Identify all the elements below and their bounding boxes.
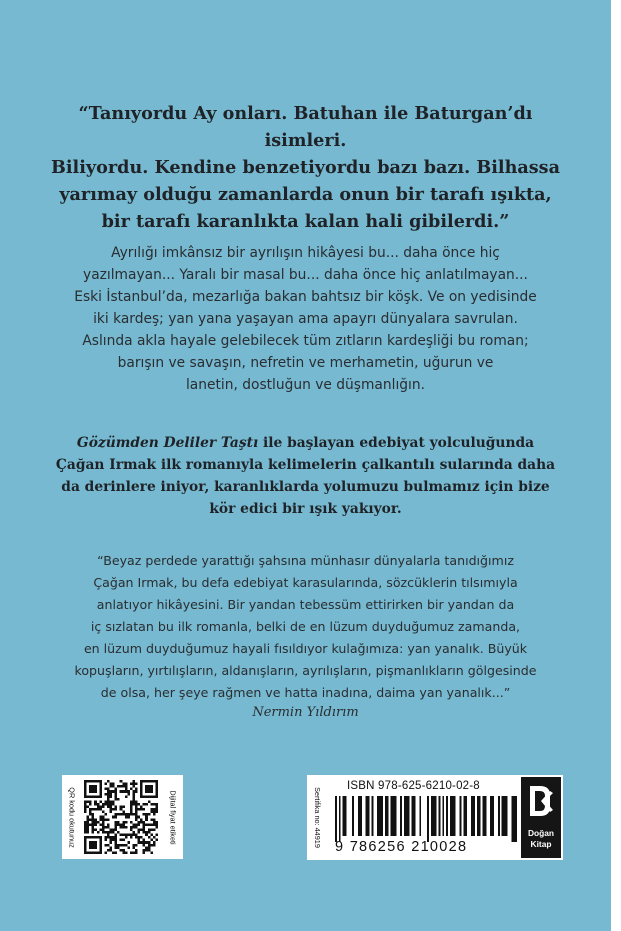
dk-logo-icon [521,777,561,825]
intro-line: kör edici bir ışık yakıyor. [209,501,402,517]
review-line: Çağan Irmak, bu defa edebiyat karasularında, sözcüklerin tılsımıyla [93,575,518,590]
quote-line: yarımay olduğu zamanlarda onun bir tarafı ışıkta, [59,184,552,205]
quote-line: bir tarafı karanlıkta kalan hali gibilerdi.” [101,211,510,232]
isbn-block [307,775,563,860]
blurb-line: Ayrılığı imkânsız bir ayrılışın hikâyesi bu... daha önce hiç [111,245,500,261]
blurb-line: Aslında akla hayale gelebilecek tüm zıtların kardeşliği bu roman; [82,333,529,349]
qr-code-icon[interactable] [84,780,158,854]
blurb-line: lanetin, dostluğun ve düşmanlığın. [185,377,426,393]
previous-book-title: Gözümden Deliler Taştı [76,435,259,451]
isbn-number: ISBN 978-625-6210-02-8 [347,780,480,792]
review-line: anlatıyor hikâyesini. Bir yandan tebessüm ettirirken bir yandan da [96,597,515,612]
barcode-icon [335,796,517,842]
review-line: de olsa, her şeye rağmen ve hatta inadına, daima yan yanalık...” [100,685,511,700]
intro-line: ile başlayan edebiyat yolculuğunda [258,435,535,451]
digital-price-label [62,775,183,859]
author-intro [40,432,571,520]
blurb-line: yazılmayan... Yaralı bir masal bu... daha önce hiç anlatılmayan... [83,267,528,283]
blurb-line: Eski İstanbul’da, mezarlığa bakan bahtsız bir köşk. Ve on yedisinde [74,289,537,305]
publisher-name-line2: Kitap [530,839,552,849]
certificate-number: Sertifika no: 44919 [312,787,322,848]
book-quote [40,100,571,235]
intro-line: da derinlere iniyor, karanlıklarda yolumuzu bulmamız için bize [61,479,550,495]
review-line: en lüzum duyduğumuz hayali fısıldıyor kulağımıza: yan yanalık. Büyük [83,641,528,656]
intro-line: Çağan Irmak ilk romanıyla kelimelerin çalkantılı sularında daha [55,457,556,473]
review-line: iç sızlatan bu ilk romanla, belki de en lüzum duyduğumuz zamanda, [90,619,521,634]
book-blurb [40,242,571,396]
barcode-digits: 9 786256 210028 [335,839,468,855]
reviewer-name: Nermin Yıldırım [252,705,359,720]
qr-instruction-label: QR kodu okutunuz [67,786,77,848]
quote-line: Biliyordu. Kendine benzetiyordu bazı bazı. Bilhassa [51,157,560,178]
publisher-logo [521,777,561,858]
blurb-line: barışın ve savaşın, nefretin ve merhametin, uğurun ve [117,355,494,371]
review-line: “Beyaz perdede yarattığı şahsına münhasır dünyalarla tanıdığımız [97,553,514,568]
review-line: kopuşların, yırtılışların, aldanışların, ayrılışların, pişmanlıkların gölgesinde [74,663,537,678]
digital-price-tag-label: Dijital fiyat etiketi [168,789,178,845]
quote-line: “Tanıyordu Ay onları. Batuhan ile Baturgan’dı isimleri. [78,103,533,151]
review-quote [40,550,571,704]
page-edge [611,0,621,931]
blurb-line: iki kardeş; yan yana yaşayan ama apayrı dünyalara savrulan. [93,311,518,327]
publisher-name-line1: Doğan [527,828,555,838]
